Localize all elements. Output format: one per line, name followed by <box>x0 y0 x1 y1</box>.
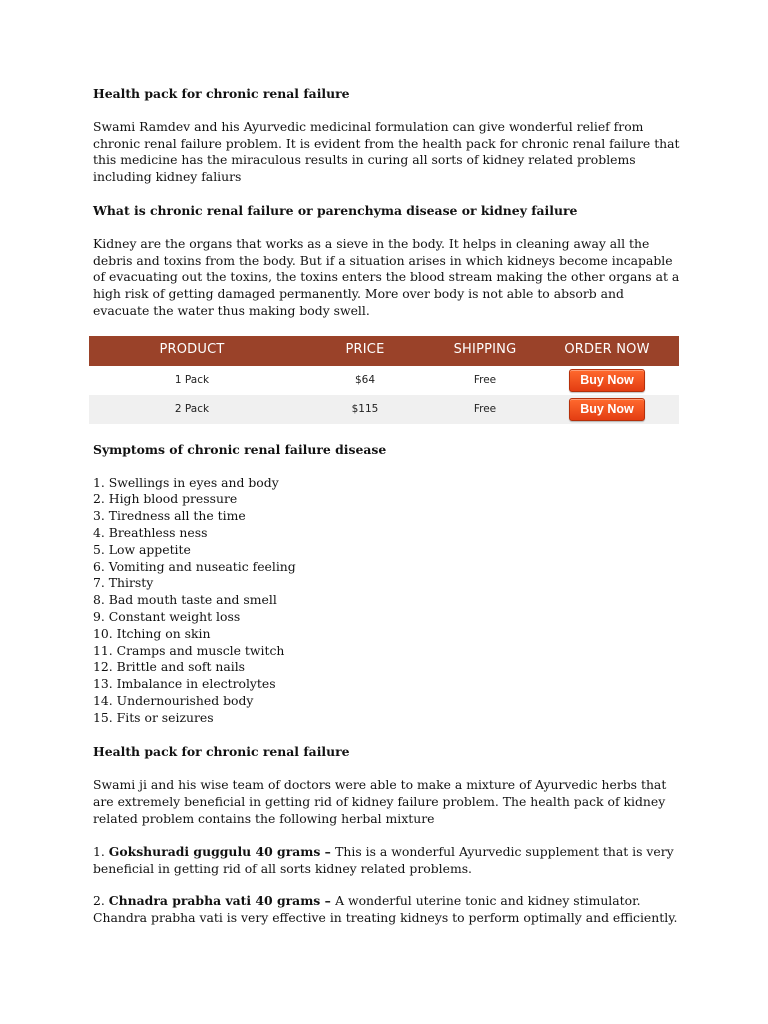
list-item: 4. Breathless ness <box>93 524 208 540</box>
list-item: 10. Itching on skin <box>93 625 211 641</box>
section-heading-health-pack: Health pack for chronic renal failure <box>93 86 350 101</box>
section-heading-symptoms: Symptoms of chronic renal failure disease <box>93 441 387 457</box>
section-heading-health-pack-2: Health pack for chronic renal failure <box>93 743 350 759</box>
herb-item <box>93 893 683 927</box>
section-heading-what-is: What is chronic renal failure or parenchyma disease or kidney failure <box>93 202 578 218</box>
order-cell <box>535 366 679 395</box>
symptoms-list <box>93 475 683 727</box>
price-cell: $64 <box>354 373 376 386</box>
herb-description: A wonderful uterine tonic and kidney stimulator. Chandra prabha vati is very effective in treating kidneys to perform optimally and efficiently. <box>93 893 678 926</box>
intro-paragraph: Swami Ramdev and his Ayurvedic medicinal formulation can give wonderful relief from chronic renal failure problem. It is evident from the health pack for chronic renal failure that this medicine has the miraculous results in curing all sorts of kidney related problems including kidney faliurs <box>93 118 680 185</box>
table-row <box>89 366 679 395</box>
column-header-price: PRICE <box>295 336 435 366</box>
price-cell: $115 <box>295 395 435 424</box>
list-item: 1. Swellings in eyes and body <box>93 474 279 490</box>
herb-item <box>93 844 683 878</box>
list-item: 7. Thirsty <box>93 575 154 591</box>
herb-description: This is a wonderful Ayurvedic supplement that is very beneficial in getting rid of all sorts kidney related problems. <box>93 843 674 876</box>
list-item: 12. Brittle and soft nails <box>93 659 246 675</box>
list-item: 15. Fits or seizures <box>93 709 214 725</box>
column-header-order-now: ORDER NOW <box>535 336 679 366</box>
list-item: 6. Vomiting and nuseatic feeling <box>93 558 296 574</box>
list-item: 8. Bad mouth taste and smell <box>93 592 277 608</box>
list-item: 9. Constant weight loss <box>93 608 241 624</box>
column-header-shipping: SHIPPING <box>435 336 535 366</box>
pricing-table <box>89 336 679 424</box>
list-item: 13. Imbalance in electrolytes <box>93 676 276 692</box>
herb-name: Chnadra prabha vati 40 grams – <box>108 893 336 909</box>
buy-now-button[interactable]: Buy Now <box>569 369 645 392</box>
herb-name: Gokshuradi guggulu 40 grams – <box>108 843 336 859</box>
shipping-cell: Free <box>435 395 535 424</box>
document-page <box>93 86 683 943</box>
table-row <box>89 395 679 424</box>
list-item: 3. Tiredness all the time <box>93 508 246 524</box>
product-cell: 1 Pack <box>174 373 210 386</box>
list-item: 2. High blood pressure <box>93 491 238 507</box>
buy-now-button[interactable]: Buy Now <box>569 398 645 421</box>
pricing-header-row <box>89 336 679 366</box>
shipping-cell: Free <box>473 373 497 386</box>
herb-number: 1. <box>93 843 109 859</box>
column-header-product: PRODUCT <box>89 336 295 366</box>
order-cell <box>535 395 679 424</box>
herb-number: 2. <box>93 893 109 909</box>
product-cell: 2 Pack <box>89 395 295 424</box>
list-item: 14. Undernourished body <box>93 692 254 708</box>
mixture-paragraph: Swami ji and his wise team of doctors were able to make a mixture of Ayurvedic herbs that are extremely beneficial in getting rid of kidney failure problem. The health pack of kidney related problem contains the following herbal mixture <box>93 777 667 826</box>
list-item: 11. Cramps and muscle twitch <box>93 642 285 658</box>
kidney-paragraph: Kidney are the organs that works as a sieve in the body. It helps in cleaning away all the debris and toxins from the body. But if a situation arises in which kidneys become incapable of evacuating out the toxins, the toxins enters the blood stream making the other organs at a high risk of getting damaged permanently. More over body is not able to absorb and evacuate the water thus making body swell. <box>93 235 680 318</box>
list-item: 5. Low appetite <box>93 541 191 557</box>
